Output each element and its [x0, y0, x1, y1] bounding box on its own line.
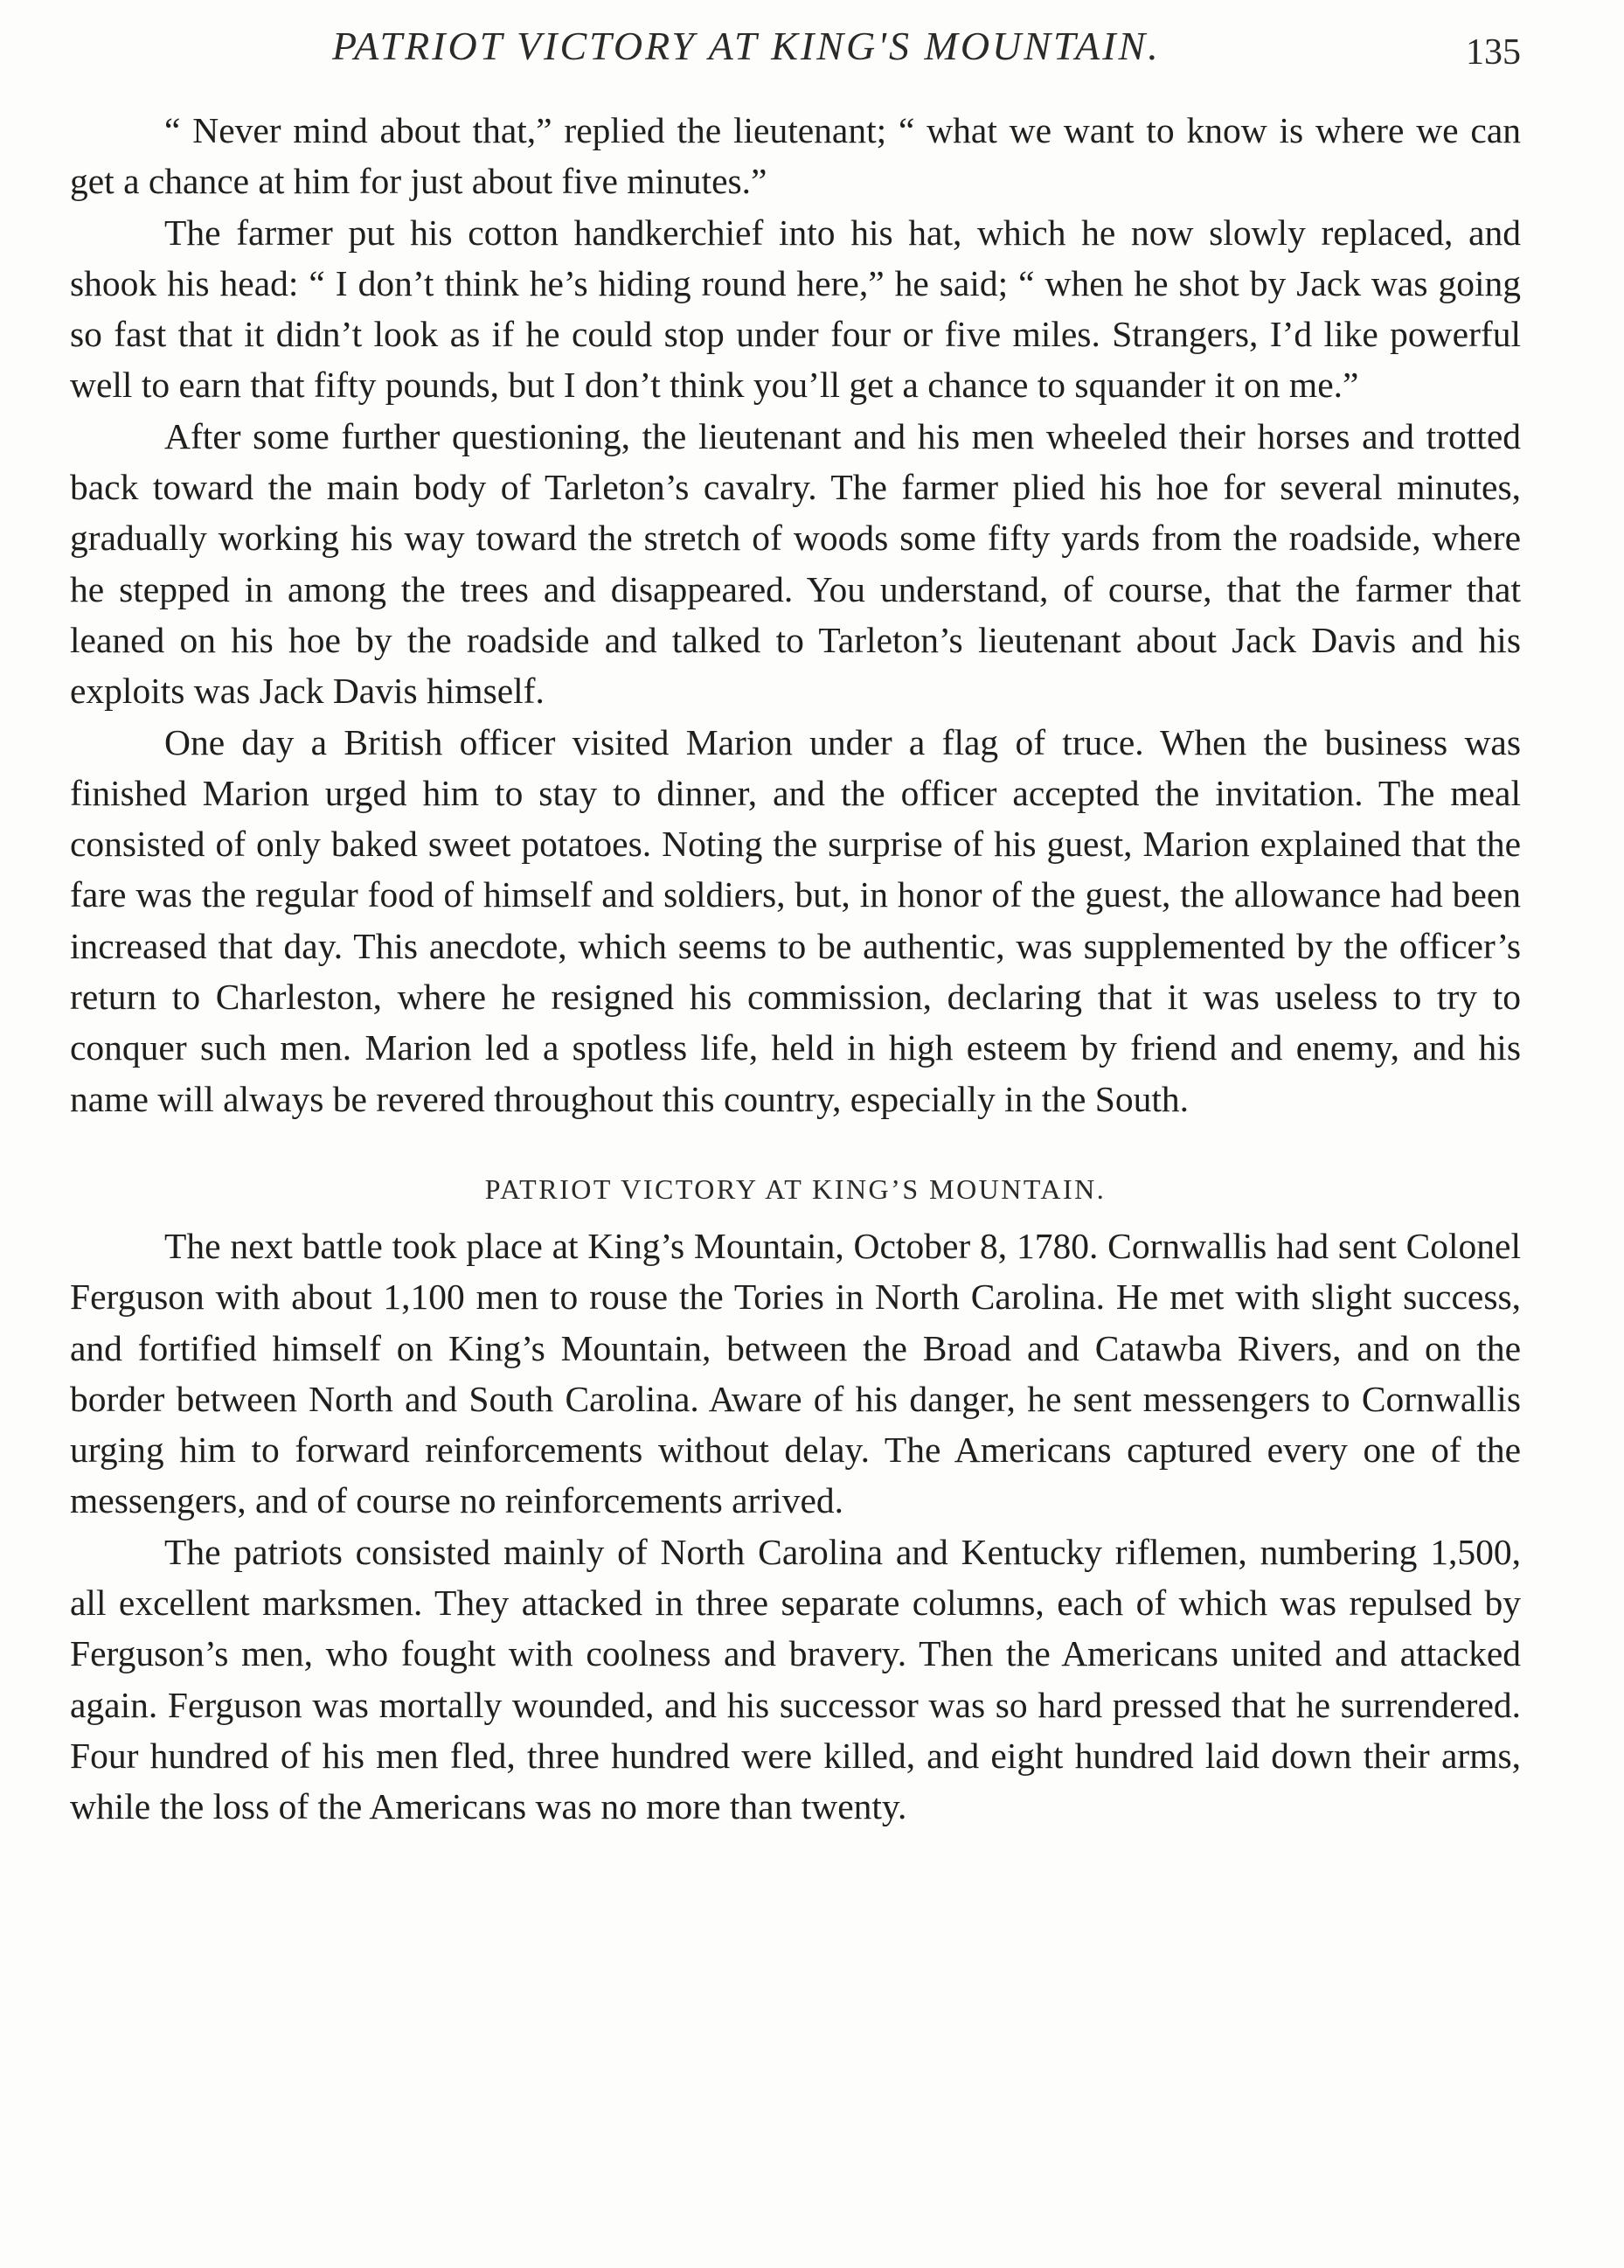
paragraph-farmer-answer: The farmer put his cotton handkerchief into his hat, which he now slowly replaced, and shook his head: “ I don’t think he’s hiding round here,” he said; “ when he shot by Jack was going so fast that it didn’t look as if he could stop under four or five miles. Strangers, I’d like powerful well to earn that fifty pounds, but I don’t think you’ll get a chance to squander it on me.” [70, 212, 1521, 406]
running-head [70, 23, 1521, 84]
paragraph-lieutenant-reply: “ Never mind about that,” replied the lieutenant; “ what we want to know is where we can get a chance at him for just about five minutes.” [70, 110, 1521, 202]
paragraph-jack-davis-reveal: After some further questioning, the lieutenant and his men wheeled their horses and trotted back toward the main body of Tarleton’s cavalry. The farmer plied his hoe for several minutes, gradually working his way toward the stretch of woods some fifty yards from the roadside, where he stepped in among the trees and disappeared. You understand, of course, that the farmer that leaned on his hoe by the roadside and talked to Tarleton’s lieutenant about Jack Davis and his exploits was Jack Davis himself. [70, 415, 1521, 712]
paragraph-patriots-victory: The patriots consisted mainly of North Carolina and Kentucky riflemen, numbering 1,500, all excellent marksmen. They attacked in three separate columns, each of which was repulsed by Ferguson’s men, who fought with coolness and bravery. Then the Americans united and attacked again. Ferguson was mortally wounded, and his successor was so hard pressed that he surrendered. Four hundred of his men fled, three hundred were killed, and eight hundred laid down their arms, while the loss of the Americans was no more than twenty. [70, 1531, 1521, 1827]
body-text [70, 105, 1521, 1833]
running-title: PATRIOT VICTORY AT KING'S MOUNTAIN. [332, 24, 1161, 68]
paragraph-kings-mountain-battle: The next battle took place at King’s Mountain, October 8, 1780. Cornwallis had sent Colonel Ferguson with about 1,100 men to rouse the Tories in North Carolina. He met with slight success, and fortified himself on King’s Mountain, between the Broad and Catawba Rivers, and on the border between North and South Carolina. Aware of his danger, he sent messengers to Cornwallis urging him to forward reinforcements without delay. The Americans captured every one of the messengers, and of course no reinforcements arrived. [70, 1225, 1521, 1521]
paragraph-marion-anecdote: One day a British officer visited Marion under a flag of truce. When the business was finished Marion urged him to stay to dinner, and the officer accepted the invitation. The meal consisted of only baked sweet potatoes. Noting the surprise of his guest, Marion explained that the fare was the regular food of himself and soldiers, but, in honor of the guest, the allowance had been increased that day. This anecdote, which seems to be authentic, was supplemented by the officer’s return to Charleston, where he resigned his commission, declaring that it was useless to try to conquer such men. Marion led a spotless life, held in high esteem by friend and enemy, and his name will always be revered throughout this country, especially in the South. [70, 721, 1521, 1119]
section-heading: PATRIOT VICTORY AT KING’S MOUNTAIN. [484, 1172, 1107, 1205]
page-number: 135 [1466, 32, 1521, 73]
